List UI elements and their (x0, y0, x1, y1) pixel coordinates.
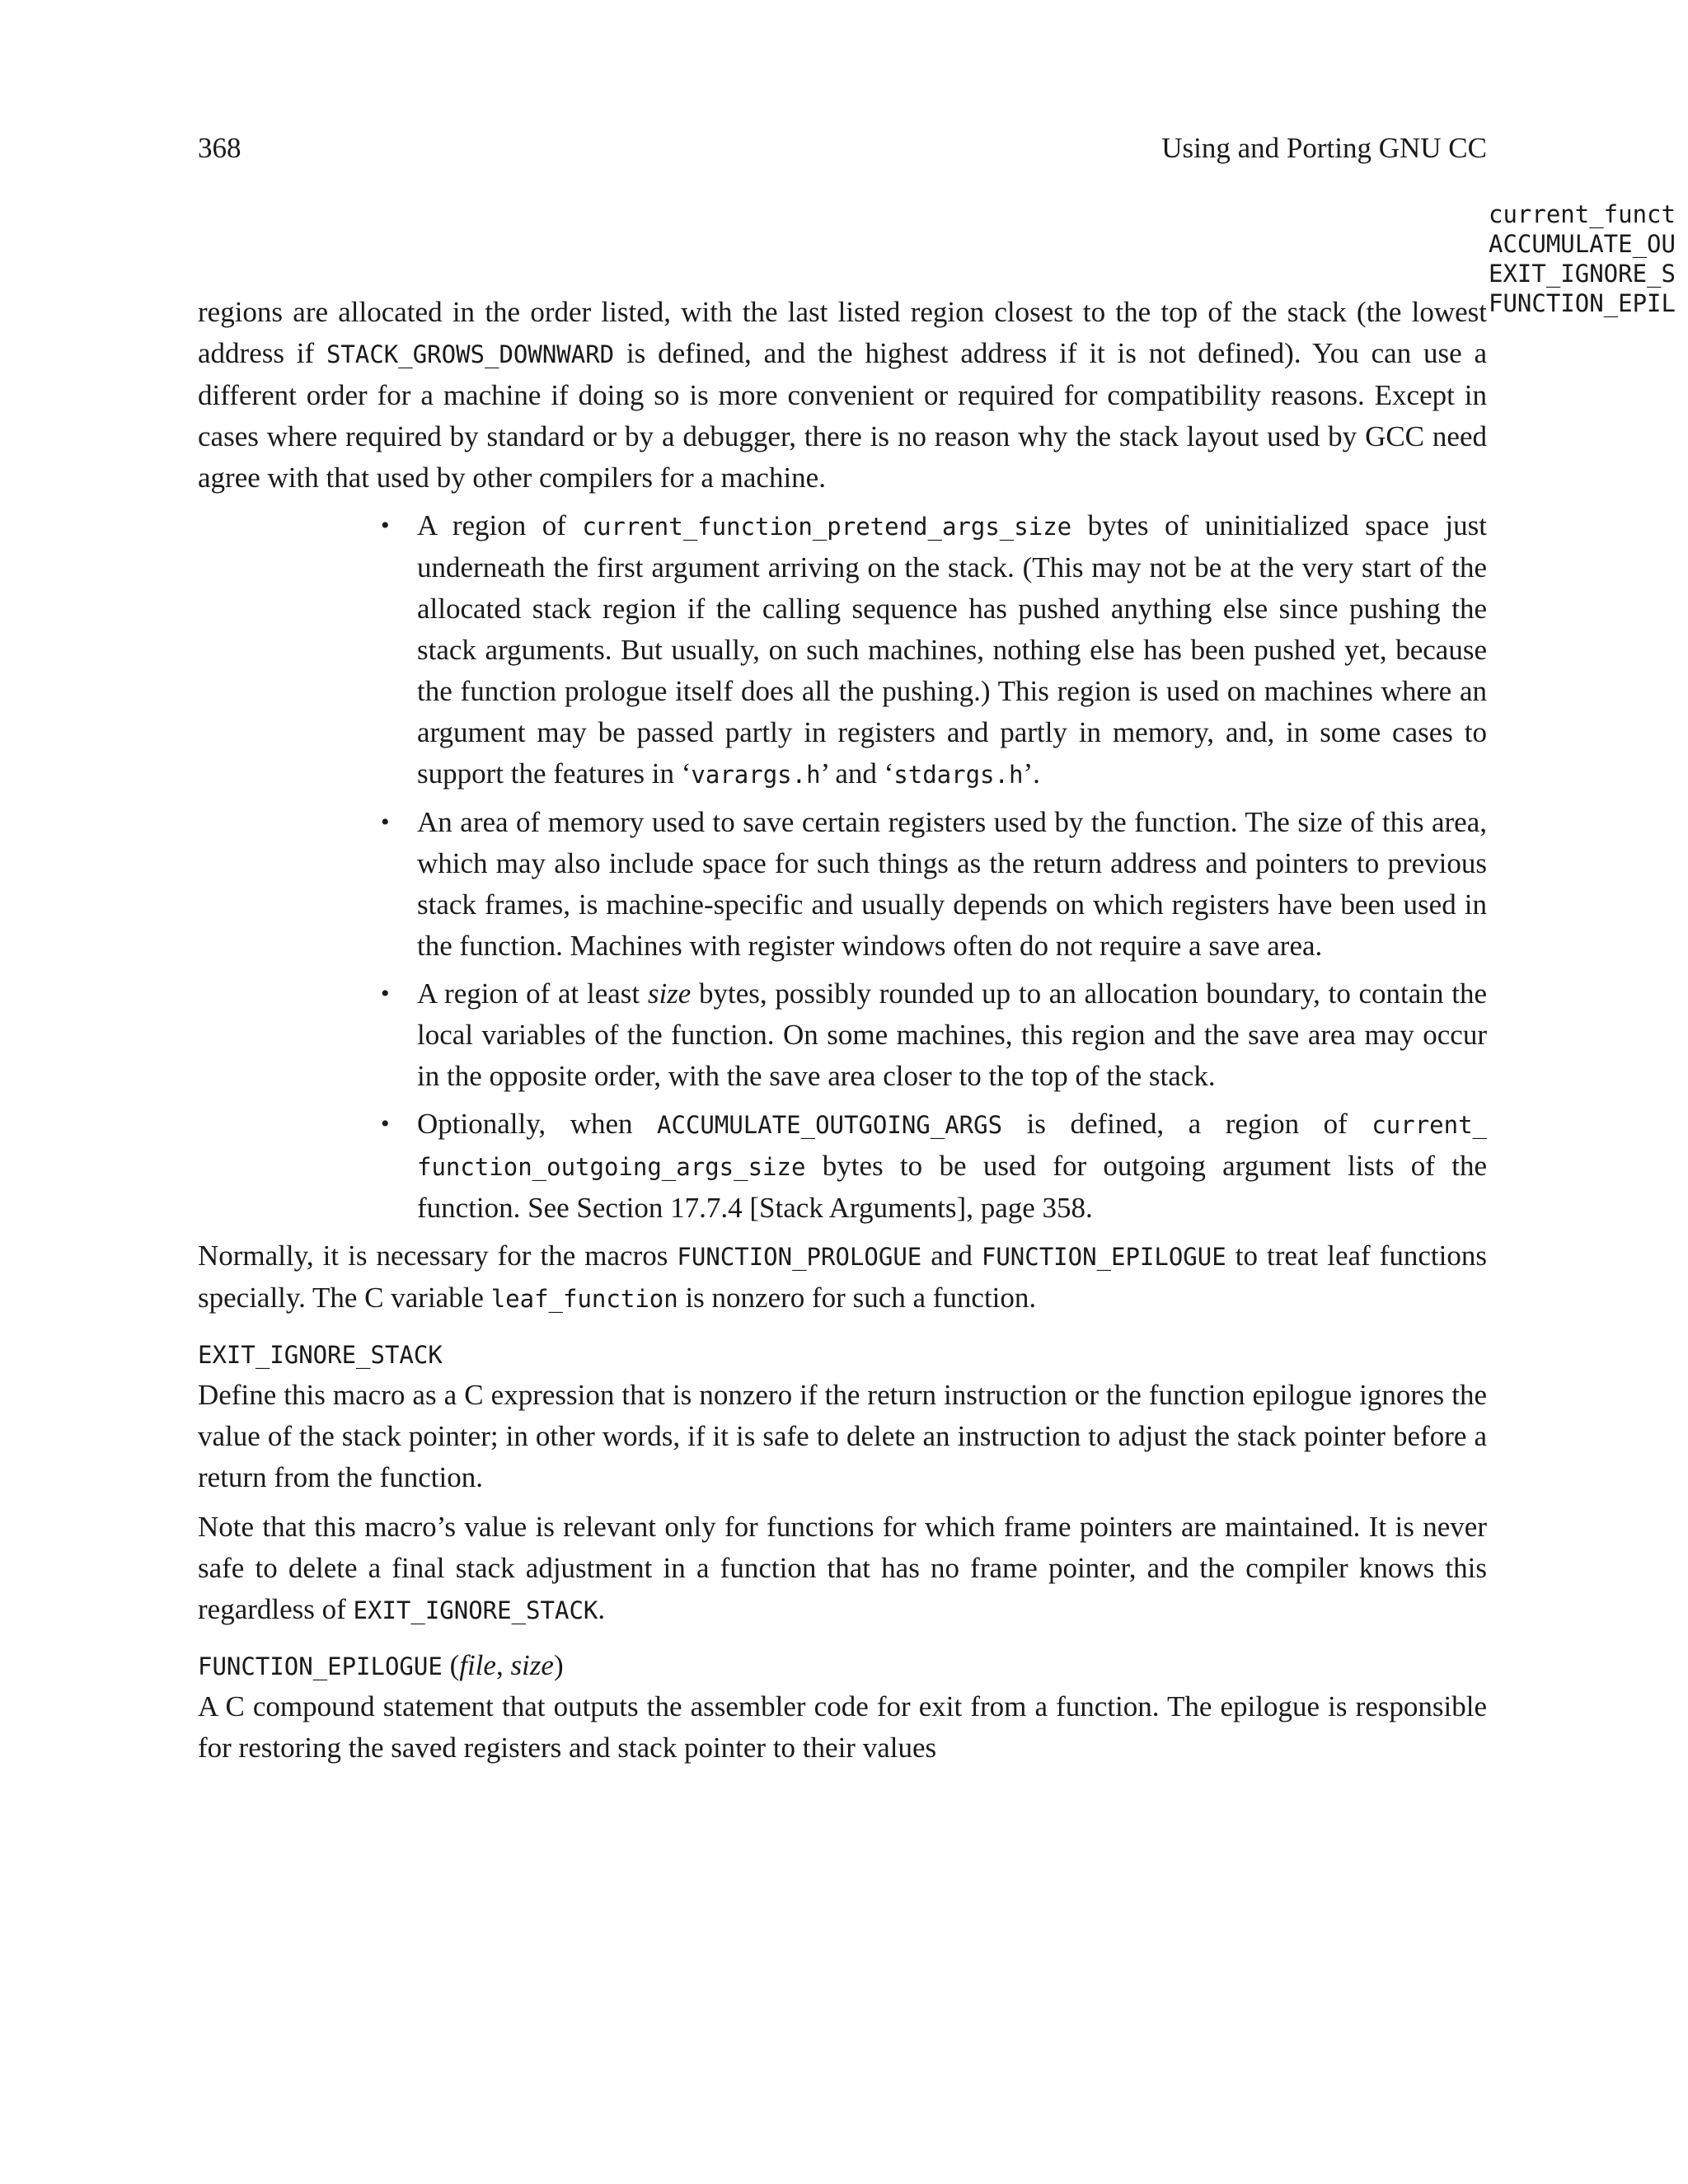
text-run: ’. (1023, 757, 1040, 790)
macro-argument: file (459, 1649, 496, 1681)
code-macro: EXIT_IGNORE_STACK (353, 1596, 598, 1624)
list-item (417, 1104, 1487, 1229)
page-number: 368 (198, 132, 241, 164)
text-run: is nonzero for such a function. (678, 1282, 1037, 1314)
code-macro: ACCUMULATE_OUTGOING_ARGS (657, 1111, 1003, 1139)
code-file: stdargs.h (893, 761, 1024, 789)
definition-body: A C compound statement that outputs the assembler code for exit from a function. The epilogue is responsible for restoring the saved registers and stack pointer to their values (198, 1690, 1487, 1764)
text-run: A region of (417, 509, 583, 541)
definition-term (198, 1646, 1487, 1686)
text-run: regions are allocated in the order listed, with the last listed region closest to the top of the stack (the lowest address if (198, 296, 1487, 369)
normally-paragraph (198, 1235, 1487, 1319)
page-body (198, 292, 1487, 1769)
page-header (198, 132, 1487, 173)
macro-name: FUNCTION_EPILOGUE (198, 1652, 443, 1680)
text-run: to treat leaf functions specially. The C variable (198, 1240, 1487, 1314)
macro-argument: size (510, 1649, 554, 1681)
text-run: is defined, a region of (1002, 1108, 1372, 1140)
text-run: and (921, 1240, 982, 1272)
punctuation: ( (442, 1649, 460, 1681)
list-item (417, 505, 1487, 795)
text-run: Normally, it is necessary for the macros (198, 1240, 678, 1272)
code-macro: FUNCTION_EPILOGUE (981, 1243, 1226, 1271)
text-run: A region of at least (417, 977, 648, 1010)
code-macro: STACK_GROWS_DOWNWARD (326, 340, 615, 368)
text-run: is defined, and the highest address if it is not defined). You can use a different order for a machine if doing so is more convenient or required for compatibility reasons. Except in cases where required by standard or by a debugger, there is no reason why the stack layout used by GCC need agree with that used by other compilers for a machine. (198, 337, 1487, 494)
definition-body: Define this macro as a C expression that is nonzero if the return instruction or the function epilogue ignores the value of the stack pointer; in other words, if it is safe to delete an instruction to adjust the stack pointer before a return from the function. (198, 1379, 1487, 1493)
running-title: Using and Porting GNU CC (1161, 132, 1487, 164)
punctuation: ) (553, 1649, 564, 1681)
margin-note: current_funct (1489, 200, 1676, 228)
stack-regions-list (198, 505, 1487, 1229)
definition-body (198, 1507, 1487, 1631)
macro-name: EXIT_IGNORE_STACK (198, 1341, 443, 1369)
code-macro: FUNCTION_PROLOGUE (677, 1243, 922, 1271)
margin-notes (1489, 199, 1688, 318)
margin-note: EXIT_IGNORE_S (1489, 260, 1676, 288)
text-run: Optionally, when (417, 1108, 658, 1140)
code-variable: leaf_function (490, 1285, 678, 1313)
definition-term (198, 1334, 1487, 1375)
punctuation: , (495, 1649, 511, 1681)
text-run: An area of memory used to save certain registers used by the function. The size of this area, which may also include space for such things as the return address and pointers to previous stack frames, is machine-specific and usually depends on which registers have been used in the function. Machines with register windows often do not require a save area. (417, 806, 1487, 962)
code-variable: current_ function_outgoing_args_size (417, 1111, 1487, 1181)
code-variable: current_function_pretend_args_size (582, 513, 1072, 541)
emphasis: size (647, 977, 692, 1010)
text-run: bytes of uninitialized space just underneath the first argument arriving on the stack. (This may not be at the very start of the allocated stack region if the calling sequence has pushed anything else since pushing the stack arguments. But usually, on such machines, nothing else has been pushed yet, because the function prologue itself does all the pushing.) This region is used on machines where an argument may be passed partly in registers and partly in memory, and, in some cases to support the features in ‘ (417, 509, 1487, 790)
code-file: varargs.h (691, 761, 821, 789)
text-run: bytes, possibly rounded up to an allocation boundary, to contain the local variables of the function. On some machines, this region and the save area may occur in the opposite order, with the save area closer to the top of the stack. (417, 977, 1487, 1092)
text-run: Note that this macro’s value is relevant only for functions for which frame pointers are maintained. It is never safe to delete a final stack adjustment in a function that has no frame pointer, and the compiler knows this regardless of (198, 1511, 1487, 1625)
text-run: bytes to be used for outgoing argument lists of the function. See Section 17.7.4 [Stack Arguments], page 358. (417, 1150, 1487, 1224)
margin-note: ACCUMULATE_OU (1489, 230, 1676, 258)
list-item (417, 802, 1487, 967)
text-run: . (598, 1593, 606, 1625)
text-run: ’ and ‘ (820, 757, 894, 790)
list-item (417, 973, 1487, 1097)
intro-paragraph (198, 292, 1487, 499)
margin-note: FUNCTION_EPIL (1489, 289, 1676, 317)
